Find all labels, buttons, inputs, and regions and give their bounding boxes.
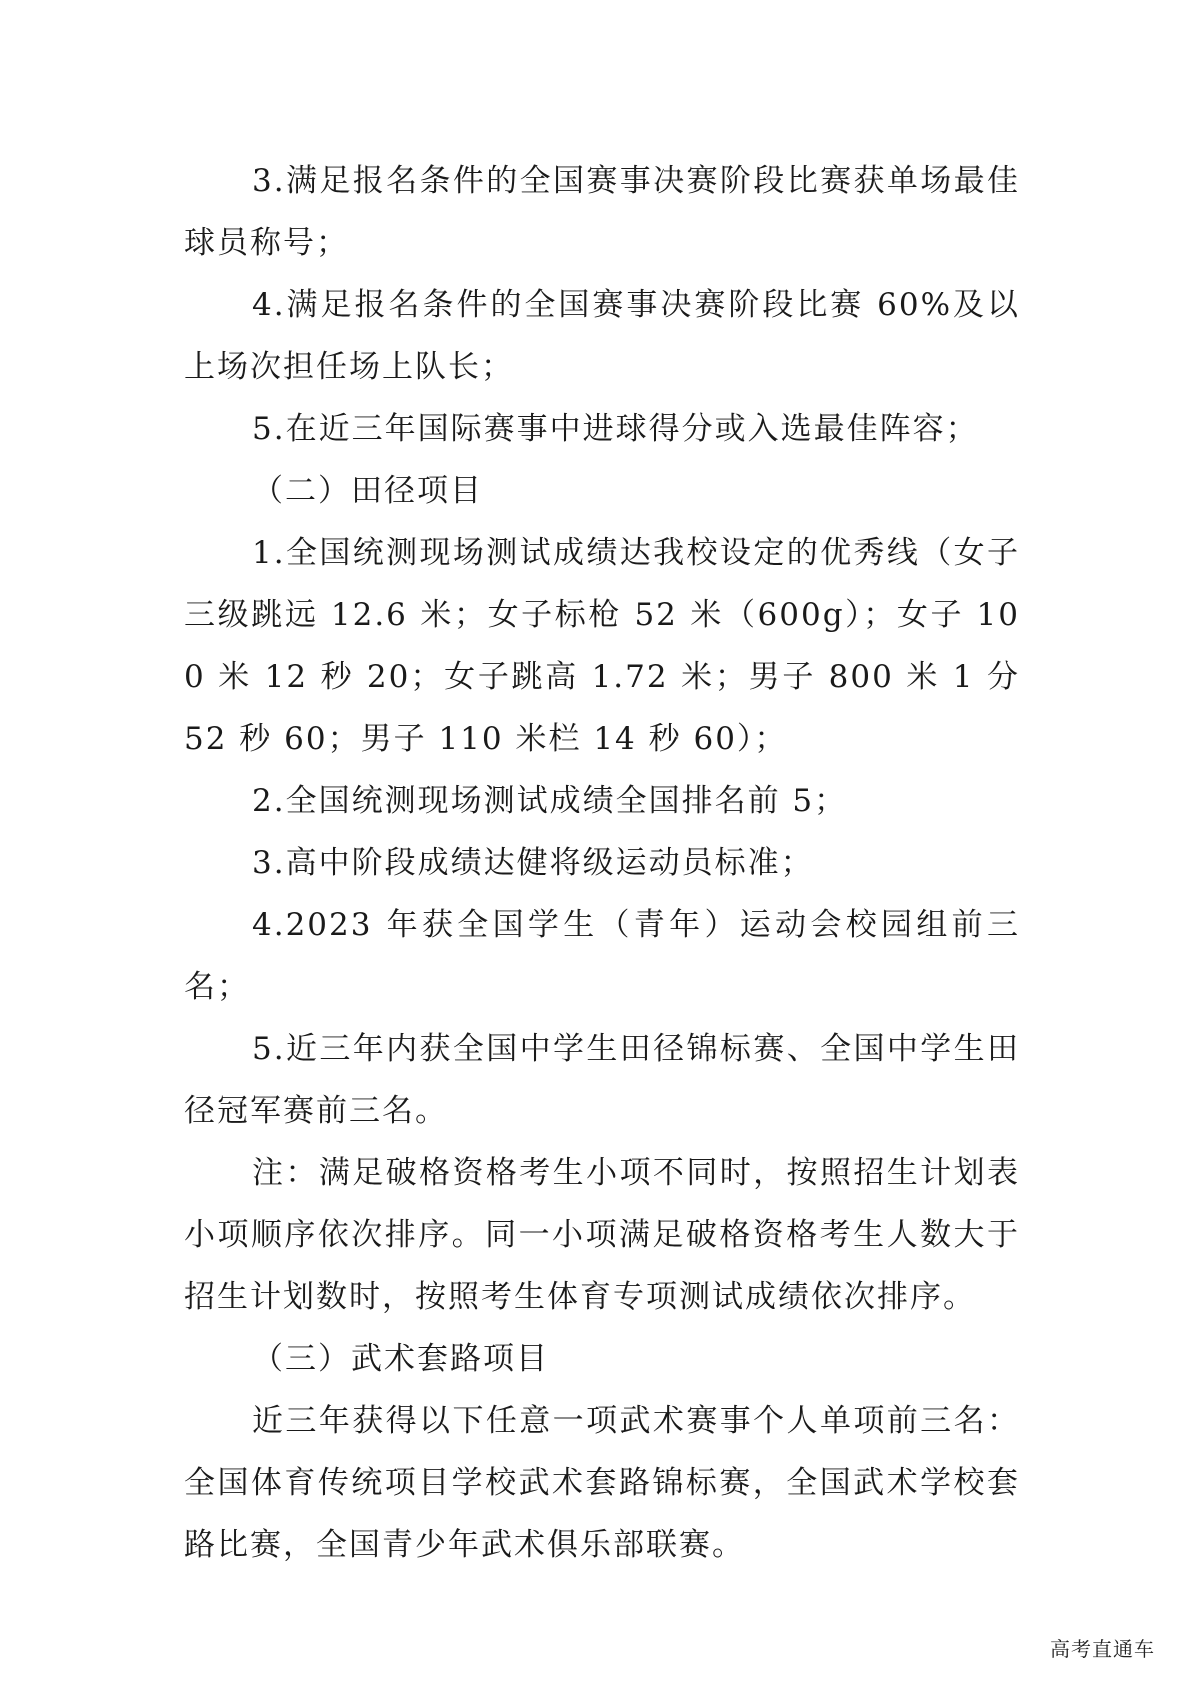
athletics-item-2: 2.全国统测现场测试成绩全国排名前 5； xyxy=(252,783,848,819)
athletics-item-3: 3.高中阶段成绩达健将级运动员标准； xyxy=(252,845,814,881)
athletics-item-5: 5.近三年内获全国中学生田径锦标赛、全国中学生田径冠军赛前三名。 xyxy=(184,1031,1020,1129)
athletics-note: 注：满足破格资格考生小项不同时，按照招生计划表小项顺序依次排序。同一小项满足破格资格考生人数大于招生计划数时，按照考生体育专项测试成绩依次排序。 xyxy=(184,1155,1020,1315)
wushu-heading: （三）武术套路项目 xyxy=(252,1341,549,1377)
football-item-3: 3.满足报名条件的全国赛事决赛阶段比赛获单场最佳球员称号； xyxy=(184,163,1020,261)
athletics-item-1: 1.全国统测现场测试成绩达我校设定的优秀线（女子三级跳远 12.6 米；女子标枪 52 米（600g）；女子 100 米 12 秒 20；女子跳高 1.72 米；男子 800 米 1 分 52 秒 60；男子 110 米栏 14 秒 60）； xyxy=(184,535,1020,757)
football-item-5: 5.在近三年国际赛事中进球得分或入选最佳阵容； xyxy=(252,411,979,447)
athletics-heading: （二）田径项目 xyxy=(252,473,483,509)
watermark-text: 高考直通车 xyxy=(1050,1637,1155,1661)
document-body xyxy=(184,150,1020,1576)
wushu-text: 近三年获得以下任意一项武术赛事个人单项前三名：全国体育传统项目学校武术套路锦标赛，全国武术学校套路比赛，全国青少年武术俱乐部联赛。 xyxy=(184,1403,1020,1563)
athletics-item-4: 4.2023 年获全国学生（青年）运动会校园组前三名； xyxy=(184,907,1020,1005)
football-item-4: 4.满足报名条件的全国赛事决赛阶段比赛 60%及以上场次担任场上队长； xyxy=(184,287,1020,385)
